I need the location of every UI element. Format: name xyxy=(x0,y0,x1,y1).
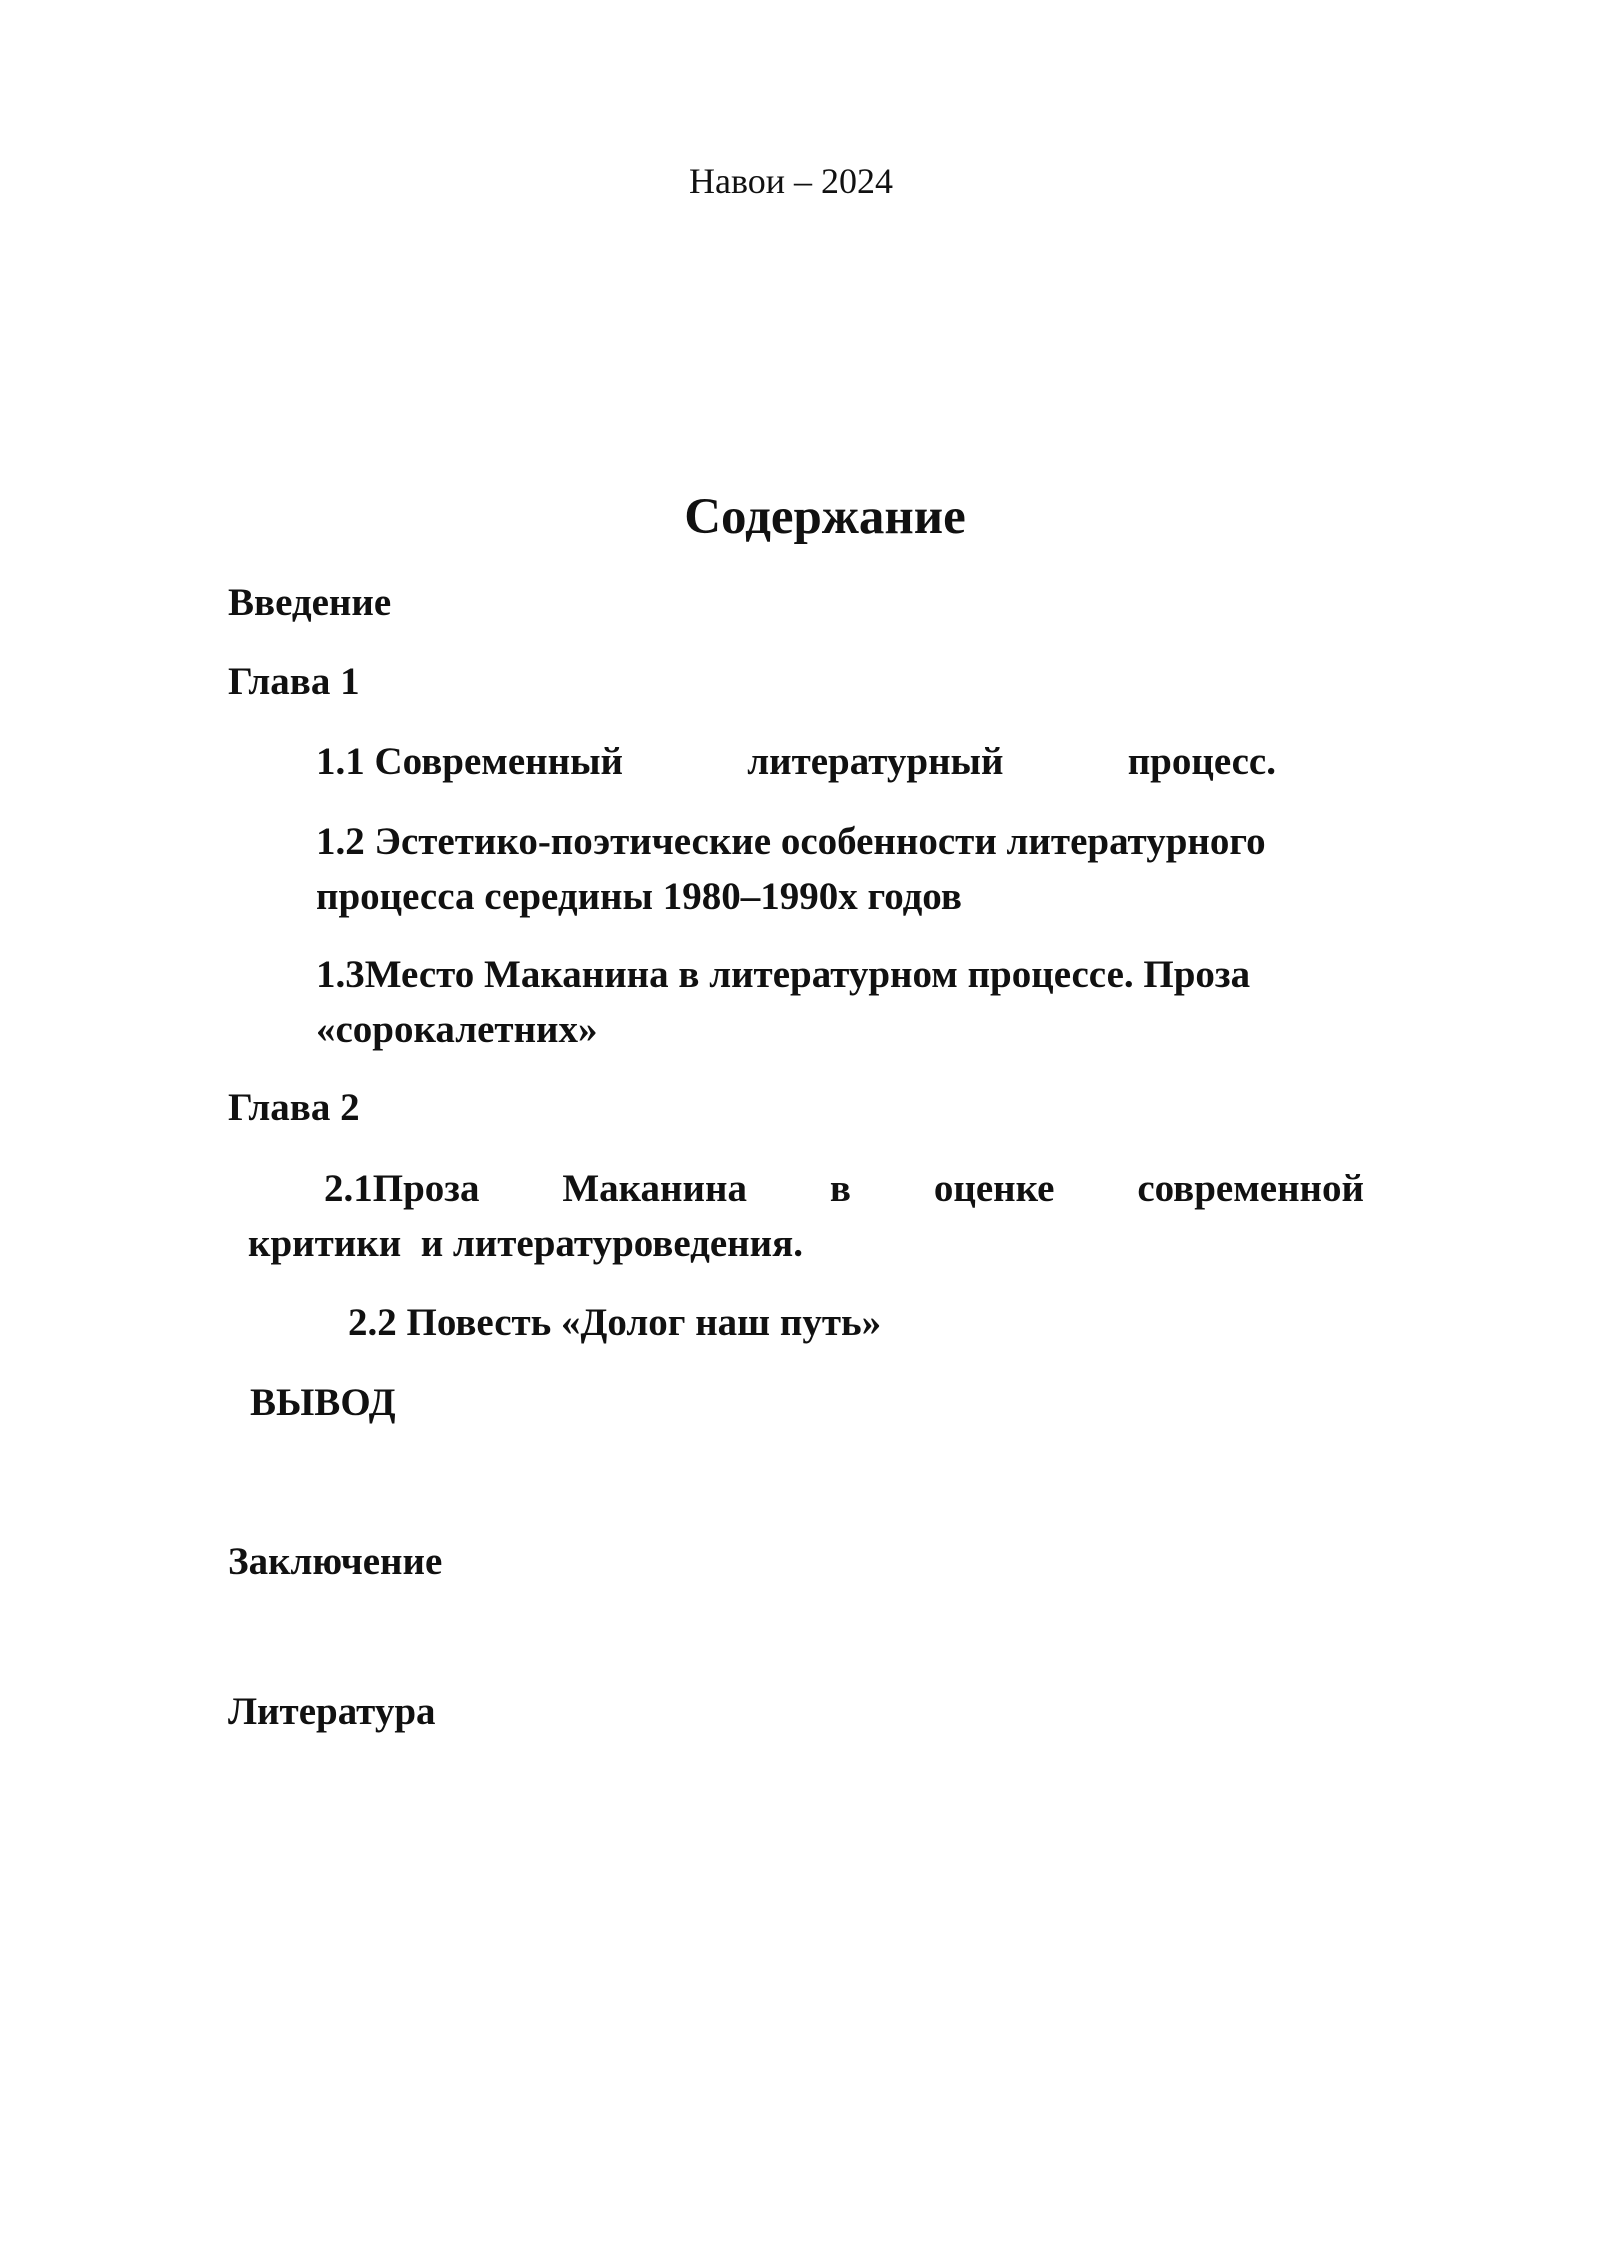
toc-entry-literature: Литература xyxy=(228,1690,436,1733)
toc-entry-2-1-word: в xyxy=(829,1167,851,1210)
toc-entry-1-1-part: процесс. xyxy=(1127,740,1276,783)
toc-entry-2-1-line2: критики и литературоведения. xyxy=(248,1222,803,1265)
toc-entry-1-1-part: 1.1 Современный xyxy=(316,740,623,783)
toc-entry-1-1-part: литературный xyxy=(747,740,1004,783)
toc-entry-1-1 xyxy=(316,734,1276,789)
toc-entry-1-2: 1.2 Эстетико-поэтические особенности литературного процесса середины 1980–1990х годов xyxy=(316,820,1266,918)
toc-entry-vyvod: ВЫВОД xyxy=(250,1381,396,1424)
toc-entry-introduction: Введение xyxy=(228,581,392,624)
toc-entry-2-1-word: Маканина xyxy=(562,1167,747,1210)
toc-entry-2-1-word: современной xyxy=(1137,1167,1364,1210)
toc-entry-1-3: 1.3Место Маканина в литературном процессе. Проза «сорокалетних» xyxy=(316,953,1251,1051)
toc-entry-2-2: 2.2 Повесть «Долог наш путь» xyxy=(348,1301,882,1344)
city-year-line: Навои – 2024 xyxy=(689,161,893,201)
toc-entry-chapter-2: Глава 2 xyxy=(228,1086,360,1129)
toc-entry-chapter-1: Глава 1 xyxy=(228,660,360,703)
toc-title: Содержание xyxy=(684,489,966,545)
toc-entry-2-1-word: оценке xyxy=(933,1167,1055,1210)
toc-entry-2-1-line1 xyxy=(324,1161,1364,1216)
toc-entry-conclusion: Заключение xyxy=(228,1540,443,1583)
toc-entry-2-1-word: 2.1Проза xyxy=(324,1167,480,1210)
